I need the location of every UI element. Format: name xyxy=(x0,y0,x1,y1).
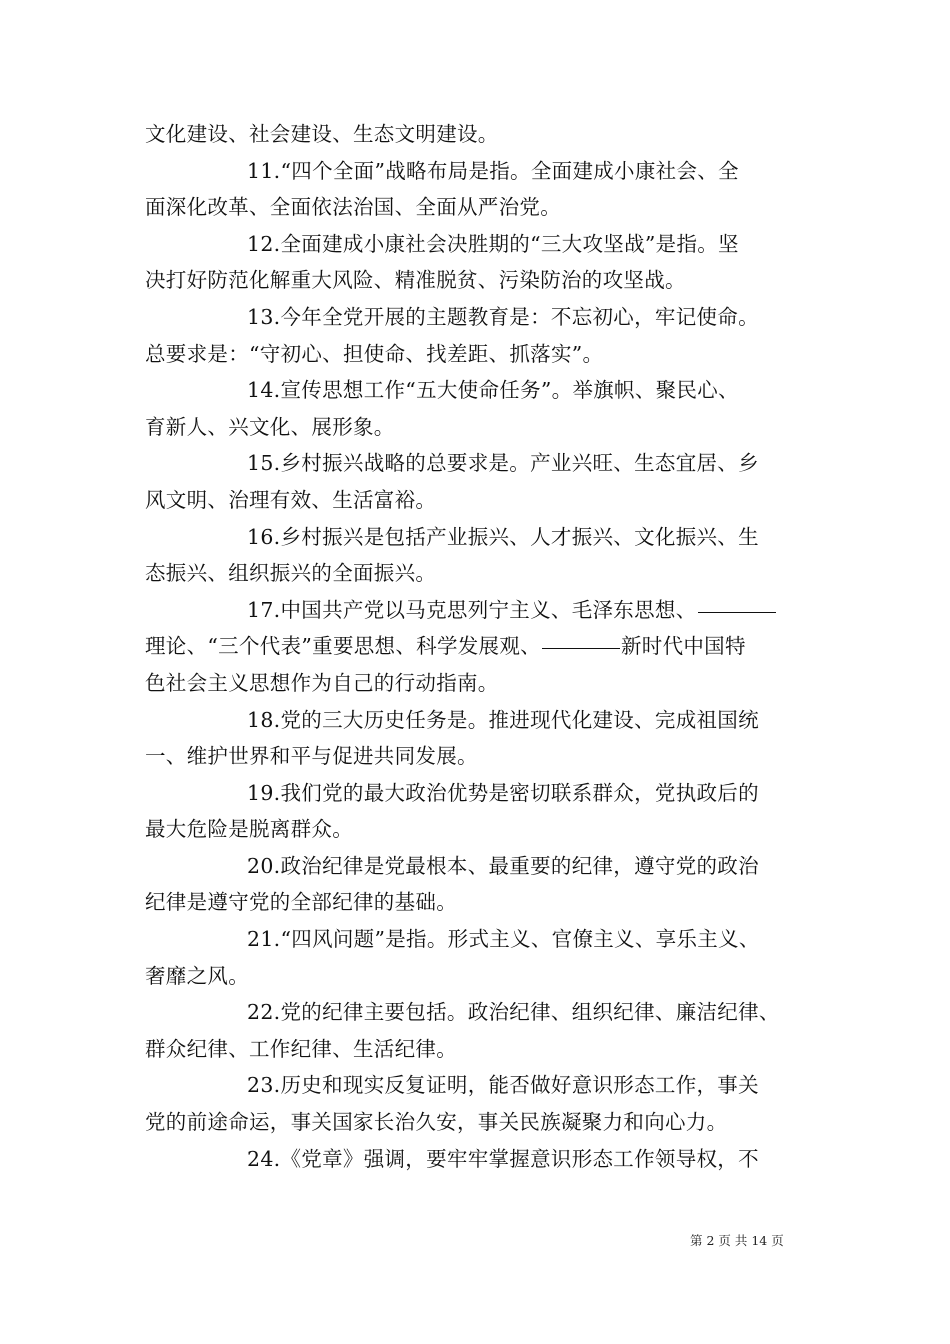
text-line: 党的前途命运，事关国家长治久安，事关民族凝聚力和向心力。 xyxy=(145,1110,728,1135)
text-line: 风文明、治理有效、生活富裕。 xyxy=(145,487,437,512)
text-line: 11.“四个全面”战略布局是指。全面建成小康社会、全 xyxy=(247,158,739,183)
text-line: 奢靡之风。 xyxy=(145,963,249,988)
text-line: 一、维护世界和平与促进共同发展。 xyxy=(145,744,478,769)
text-line: 最大危险是脱离群众。 xyxy=(145,817,353,842)
text-line: 12.全面建成小康社会决胜期的“三大攻坚战”是指。坚 xyxy=(247,231,739,256)
fill-in-blank xyxy=(542,647,620,649)
text-segment: 新时代中国特 xyxy=(620,634,746,659)
text-line: 面深化改革、全面依法治国、全面从严治党。 xyxy=(145,195,561,220)
text-line: 19.我们党的最大政治优势是密切联系群众，党执政后的 xyxy=(247,780,759,805)
text-line: 决打好防范化解重大风险、精准脱贫、污染防治的攻坚战。 xyxy=(145,268,686,293)
text-line: 纪律是遵守党的全部纪律的基础。 xyxy=(145,890,457,915)
text-line: 18.党的三大历史任务是。推进现代化建设、完成祖国统 xyxy=(247,707,759,732)
text-line: 22.党的纪律主要包括。政治纪律、组织纪律、廉洁纪律、 xyxy=(247,1000,780,1025)
text-line: 21.“四风问题”是指。形式主义、官僚主义、享乐主义、 xyxy=(247,927,760,952)
page-number-footer: 第 2 页 共 14 页 xyxy=(690,1233,784,1248)
document-body xyxy=(145,116,807,1177)
text-segment: 理论、“三个代表”重要思想、科学发展观、 xyxy=(145,634,541,659)
text-line: 色社会主义思想作为自己的行动指南。 xyxy=(145,670,499,695)
text-line: 态振兴、组织振兴的全面振兴。 xyxy=(145,561,437,586)
text-line: 文化建设、社会建设、生态文明建设。 xyxy=(145,122,499,146)
text-line: 24.《党章》强调，要牢牢掌握意识形态工作领导权，不 xyxy=(247,1146,759,1171)
text-line: 13.今年全党开展的主题教育是：不忘初心，牢记使命。 xyxy=(247,304,759,329)
text-line: 16.乡村振兴是包括产业振兴、人才振兴、文化振兴、生 xyxy=(247,524,759,549)
text-line: 15.乡村振兴战略的总要求是。产业兴旺、生态宜居、乡 xyxy=(247,451,759,476)
fill-in-blank xyxy=(698,611,776,613)
text-line-with-blank xyxy=(145,592,807,629)
text-segment: 17.中国共产党以马克思列宁主义、毛泽东思想、 xyxy=(247,597,697,622)
text-line: 群众纪律、工作纪律、生活纪律。 xyxy=(145,1036,457,1061)
text-line: 20.政治纪律是党最根本、最重要的纪律，遵守党的政治 xyxy=(247,853,759,878)
text-line-with-blank xyxy=(145,628,807,665)
text-line: 23.历史和现实反复证明，能否做好意识形态工作，事关 xyxy=(247,1073,759,1098)
text-line: 育新人、兴文化、展形象。 xyxy=(145,414,395,439)
text-line: 总要求是：“守初心、担使命、找差距、抓落实”。 xyxy=(145,341,604,366)
text-line: 14.宣传思想工作“五大使命任务”。举旗帜、聚民心、 xyxy=(247,378,739,403)
